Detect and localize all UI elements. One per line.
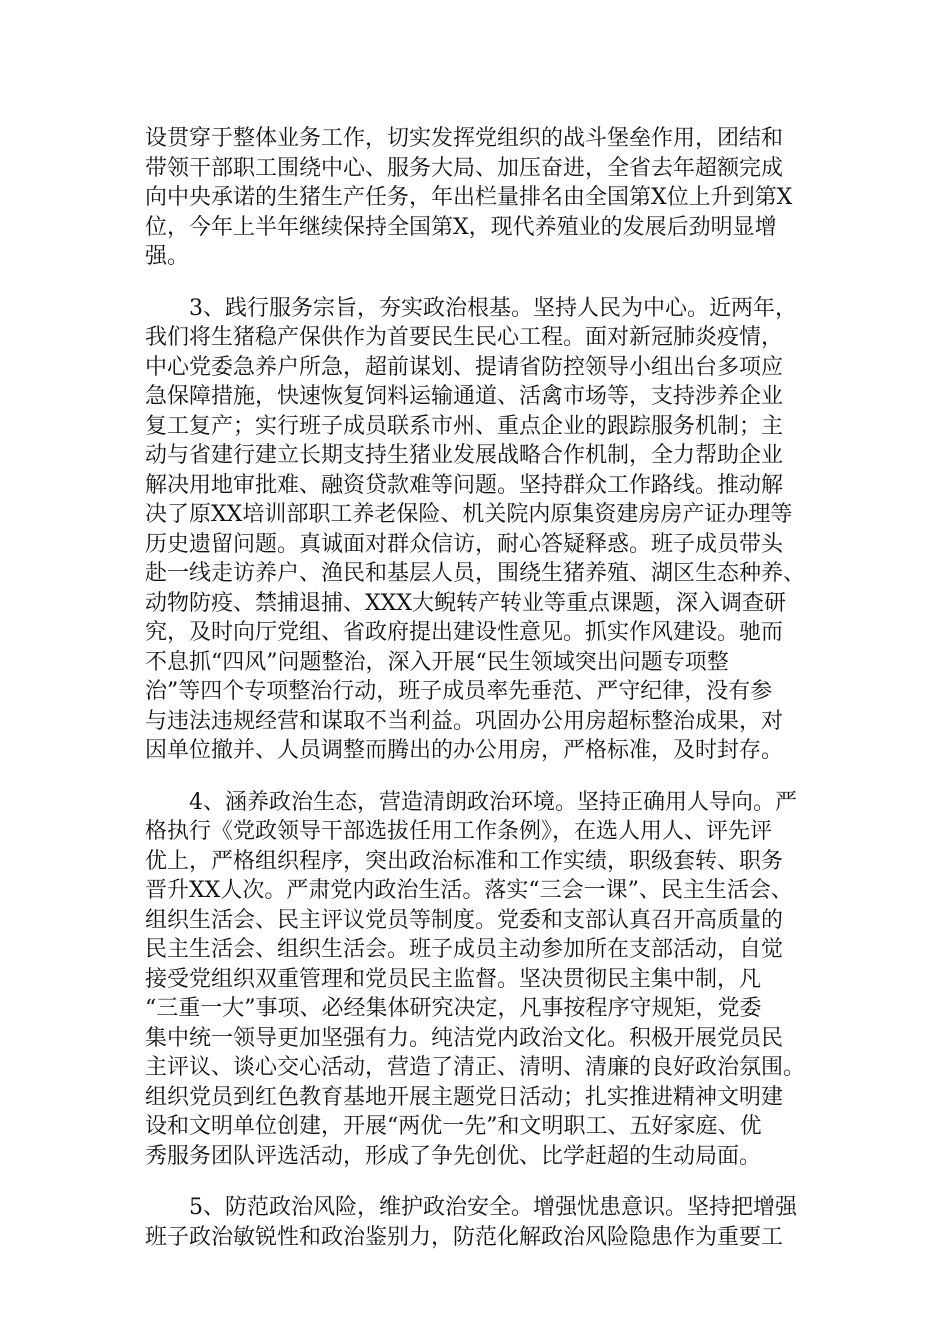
text-line: 带领干部职工围绕中心、服务大局、加压奋进，全省去年超额完成 bbox=[145, 155, 784, 181]
text-line: 主评议、谈心交心活动，营造了清正、清明、清廉的良好政治氛围。 bbox=[145, 1055, 806, 1080]
text-line: 治”等四个专项整治行动，班子成员率先垂范、严守纪律，没有参 bbox=[145, 679, 773, 704]
text-line: 设贯穿于整体业务工作，切实发挥党组织的战斗堡垒作用，团结和 bbox=[145, 126, 784, 151]
text-line: 5、防范政治风险，维护政治安全。增强忧患意识。坚持把增强 bbox=[145, 1195, 797, 1220]
text-line: 3、践行服务宗旨，夯实政治根基。坚持人民为中心。近两年， bbox=[145, 295, 797, 321]
text-line: 解决用地审批难、融资贷款难等问题。坚持群众工作路线。推动解 bbox=[145, 472, 784, 498]
text-line: 位，今年上半年继续保持全国第X，现代养殖业的发展后劲明显增 bbox=[145, 214, 777, 240]
document-body bbox=[145, 124, 807, 1252]
text-line: 设和文明单位创建，开展“两优一先”和文明职工、五好家庭、优 bbox=[145, 1114, 762, 1139]
paragraph-continuation bbox=[145, 124, 807, 272]
text-line: 赴一线走访养户、渔民和基层人员，围绕生猪养殖、湖区生态种养、 bbox=[145, 561, 806, 586]
paragraph-4 bbox=[145, 788, 807, 1172]
text-line: 因单位撤并、人员调整而腾出的办公用房，严格标准，及时封存。 bbox=[145, 738, 784, 763]
text-line: 我们将生猪稳产保供作为首要民生民心工程。面对新冠肺炎疫情， bbox=[145, 325, 784, 350]
text-line: 班子政治敏锐性和政治鉴别力，防范化解政治风险隐患作为重要工 bbox=[145, 1224, 784, 1250]
text-line: 与违法违规经营和谋取不当利益。巩固办公用房超标整治成果，对 bbox=[145, 708, 784, 734]
text-line: 民主生活会、组织生活会。班子成员主动参加所在支部活动，自觉 bbox=[145, 937, 784, 962]
text-line: 4、涵养政治生态，营造清朗政治环境。坚持正确用人导向。严 bbox=[145, 789, 797, 815]
text-line: 究，及时向厅党组、省政府提出建设性意见。抓实作风建设。驰而 bbox=[145, 620, 784, 645]
text-line: 组织生活会、民主评议党员等制度。党委和支部认真召开高质量的 bbox=[145, 907, 784, 933]
text-line: 动与省建行建立长期支持生猪业发展战略合作机制，全力帮助企业 bbox=[145, 443, 784, 468]
text-line: 历史遗留问题。真诚面对群众信访，耐心答疑释惑。班子成员带头 bbox=[145, 531, 784, 557]
text-line: 组织党员到红色教育基地开展主题党日活动；扎实推进精神文明建 bbox=[145, 1084, 784, 1110]
text-line: 决了原XX培训部职工养老保险、机关院内原集资建房房产证办理等 bbox=[145, 502, 793, 527]
text-line: 优上，严格组织程序，突出政治标准和工作实绩，职级套转、职务 bbox=[145, 848, 784, 874]
text-line: “三重一大”事项、必经集体研究决定，凡事按程序守规矩，党委 bbox=[145, 996, 762, 1021]
text-line: 向中央承诺的生猪生产任务，年出栏量排名由全国第X位上升到第X bbox=[145, 185, 793, 210]
text-line: 秀服务团队评选活动，形成了争先创优、比学赶超的生动局面。 bbox=[145, 1143, 762, 1169]
paragraph-5 bbox=[145, 1193, 807, 1252]
paragraph-3 bbox=[145, 294, 807, 766]
text-line: 动物防疫、禁捕退捕、XXX大鲵转产转业等重点课题，深入调查研 bbox=[145, 590, 786, 616]
text-line: 强。 bbox=[145, 244, 190, 269]
text-line: 复工复产；实行班子成员联系市州、重点企业的跟踪服务机制；主 bbox=[145, 413, 784, 439]
text-line: 中心党委急养户所急，超前谋划、提请省防控领导小组出台多项应 bbox=[145, 354, 784, 380]
text-line: 不息抓“四风”问题整治，深入开展“民生领域突出问题专项整 bbox=[145, 649, 729, 675]
text-line: 接受党组织双重管理和党员民主监督。坚决贯彻民主集中制，凡 bbox=[145, 966, 762, 992]
text-line: 格执行《党政领导干部选拔任用工作条例》，在选人用人、评先评 bbox=[145, 819, 773, 844]
text-line: 集中统一领导更加坚强有力。纯洁党内政治文化。积极开展党员民 bbox=[145, 1025, 784, 1051]
text-line: 晋升XX人次。严肃党内政治生活。落实“三会一课”、民主生活会、 bbox=[145, 878, 793, 903]
text-line: 急保障措施，快速恢复饲料运输通道、活禽市场等，支持涉养企业 bbox=[145, 384, 784, 409]
